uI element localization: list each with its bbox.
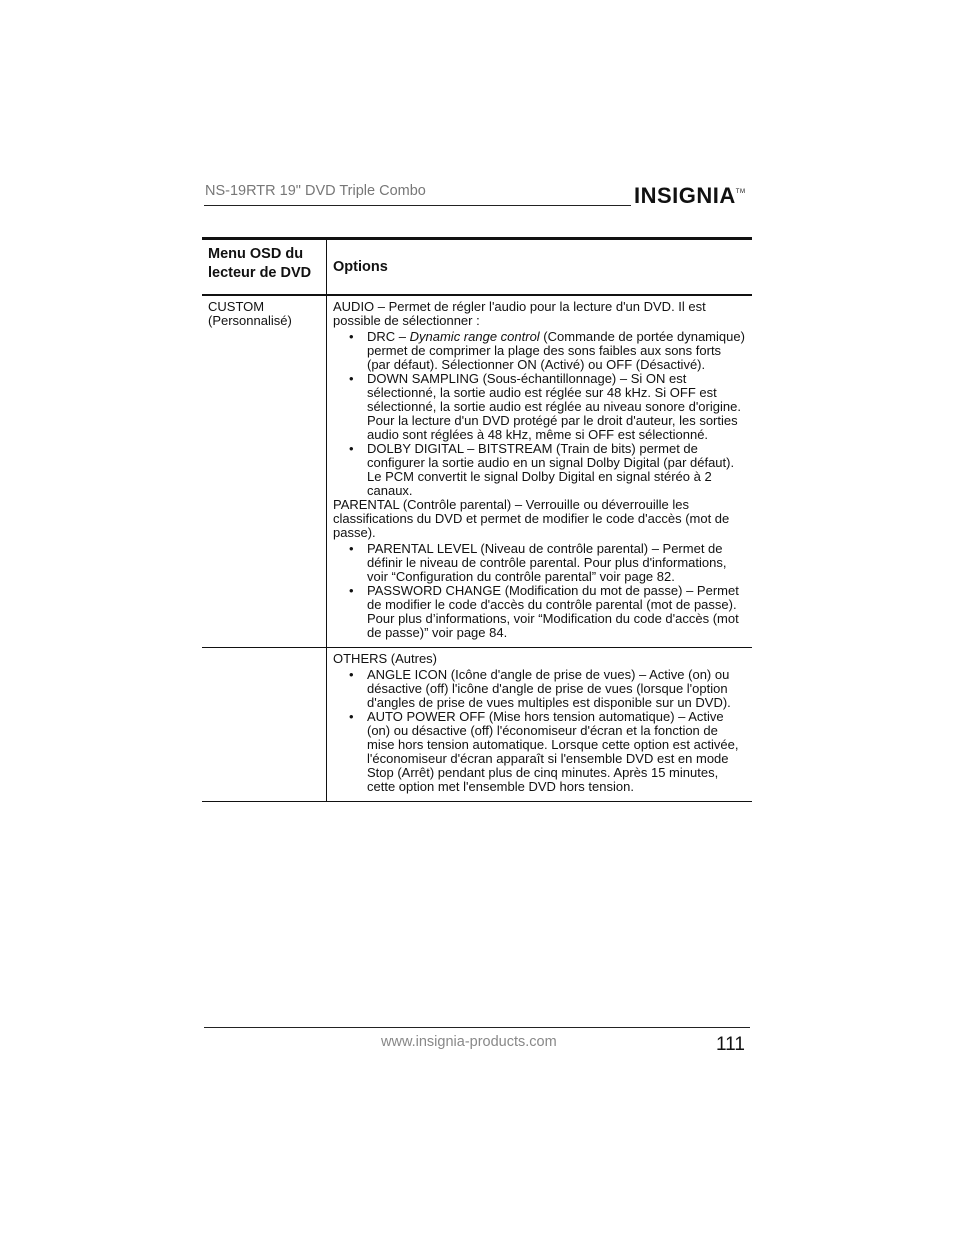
list-item-angle-icon [333, 668, 746, 710]
footer-url: www.insignia-products.com [381, 1034, 557, 1050]
header-divider [204, 205, 631, 206]
logo-text: INSIGNIA [634, 183, 736, 208]
options-cell-custom [327, 295, 753, 648]
osd-menu-table [202, 237, 752, 802]
menu-cell-custom: CUSTOM (Personnalisé) [202, 295, 327, 648]
drc-description: (Commande de portée dynamique) permet de comprimer la plage des sons faibles aux sons forts (par défaut). Sélectionner ON (Activé) ou OFF (Désactivé). [367, 329, 745, 372]
bullet-icon: • [349, 541, 354, 556]
list-item-auto-power-off [333, 710, 746, 794]
column-header-options: Options [327, 239, 753, 296]
bullet-icon: • [349, 709, 354, 724]
list-item-parental-level [333, 542, 746, 584]
footer-divider [204, 1027, 750, 1028]
parental-level-text: PARENTAL LEVEL (Niveau de contrôle parental) – Permet de définir le niveau de contrôle parental. Pour plus d'informations, voir “Configuration du contrôle parental” voir page 82. [367, 541, 727, 584]
down-sampling-text: DOWN SAMPLING (Sous-échantillonnage) – Si ON est sélectionné, la sortie audio est réglée sur 48 kHz. Si OFF est sélectionné, la sortie audio est réglée au niveau sonore d'origine. Pour la lecture d'un DVD protégé par le droit d'auteur, les sorties audio sont réglées à 48 kHz, même si OFF est sélectionné. [367, 371, 741, 442]
auto-power-off-text: AUTO POWER OFF (Mise hors tension automatique) – Active (on) ou désactive (off) l'économiseur d'écran et la fonction de mise hors tension automatique. Lorsque cette option est activée, l'économiseur d'écran apparaît si l'ensemble DVD est en mode Stop (Arrêt) pendant plus de cinq minutes. Après 15 minutes, cette option met l'ensemble DVD hors tension. [367, 709, 739, 794]
bullet-icon: • [349, 583, 354, 598]
drc-prefix: DRC – [367, 329, 410, 344]
table-row [202, 648, 752, 802]
document-title: NS-19RTR 19" DVD Triple Combo [205, 183, 426, 199]
osd-menu-table-container [202, 237, 752, 802]
table-header-row [202, 239, 752, 296]
list-item-drc [333, 330, 746, 372]
bullet-icon: • [349, 329, 354, 344]
bullet-icon: • [349, 371, 354, 386]
bullet-icon: • [349, 441, 354, 456]
column-header-menu: Menu OSD du lecteur de DVD [202, 239, 327, 296]
angle-icon-text: ANGLE ICON (Icône d'angle de prise de vues) – Active (on) ou désactive (off) l'icône d'angle de prise de vues (lorsque l'option d'angles de prise de vues multiples est disponible sur un DVD). [367, 667, 731, 710]
others-options-list [333, 668, 746, 794]
dolby-digital-text: DOLBY DIGITAL – BITSTREAM (Train de bits) permet de configurer la sortie audio en un signal Dolby Digital (par défaut). Le PCM convertit le signal Dolby Digital en signal stéréo à 2 canaux. [367, 441, 735, 498]
list-item-down-sampling [333, 372, 746, 442]
logo-trademark: TM [735, 189, 746, 195]
parental-intro: PARENTAL (Contrôle parental) – Verrouille ou déverrouille les classifications du DVD et permet de modifier le code d'accès (mot de passe). [333, 497, 730, 540]
parental-options-list [333, 542, 746, 640]
drc-italic: Dynamic range control [409, 329, 540, 344]
audio-intro: AUDIO – Permet de régler l'audio pour la lecture d'un DVD. Il est possible de sélectionner : [333, 299, 706, 328]
password-change-text: PASSWORD CHANGE (Modification du mot de passe) – Permet de modifier le code d'accès du contrôle parental (mot de passe). Pour plus d’informations, voir “Modification du code d'accès (mot de passe)” voir page 84. [367, 583, 739, 640]
page-number: 111 [716, 1034, 745, 1055]
audio-options-list [333, 330, 746, 498]
menu-cell-empty [202, 648, 327, 802]
list-item-dolby-digital [333, 442, 746, 498]
others-intro: OTHERS (Autres) [333, 651, 438, 666]
bullet-icon: • [349, 667, 354, 682]
list-item-password-change [333, 584, 746, 640]
insignia-logo [634, 183, 745, 209]
table-row [202, 295, 752, 648]
options-cell-others [327, 648, 753, 802]
